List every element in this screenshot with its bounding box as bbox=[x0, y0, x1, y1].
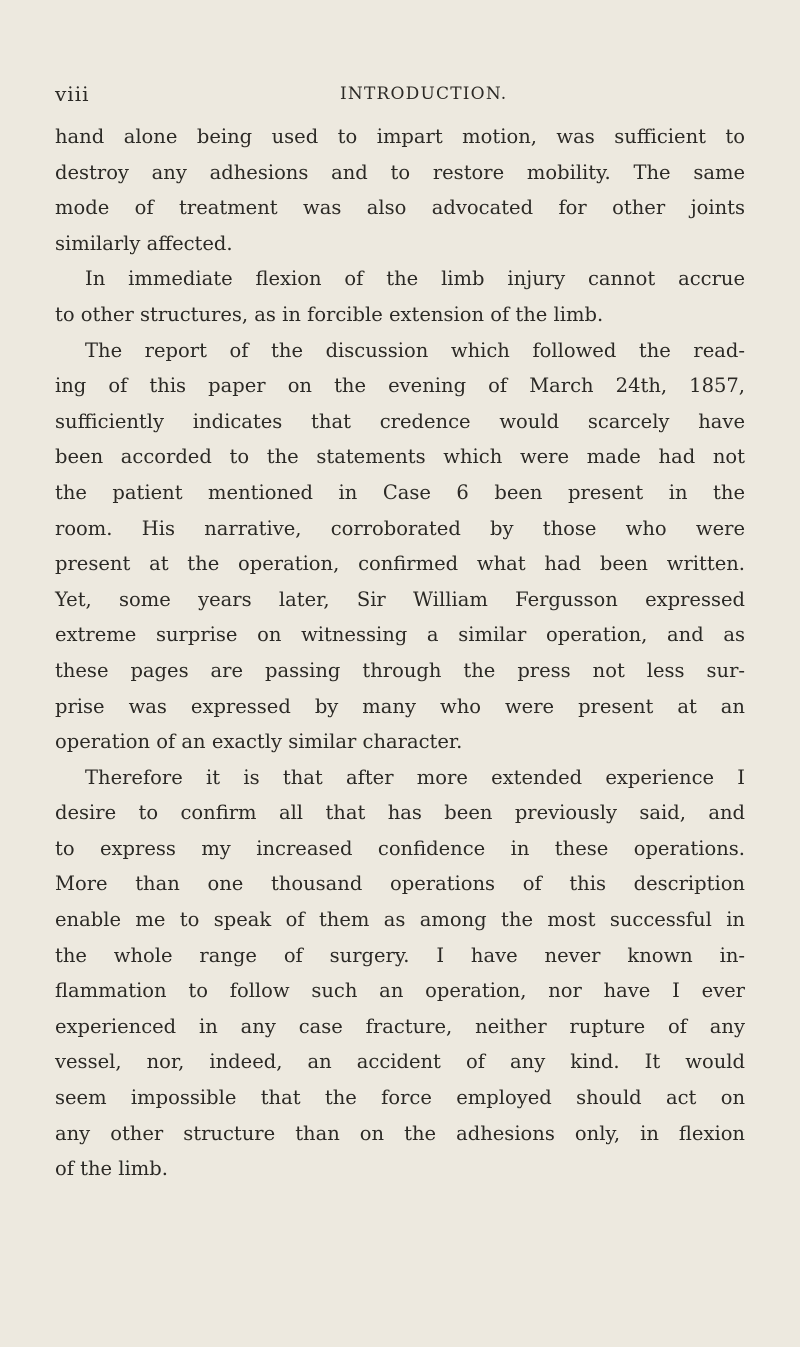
text-line: prise was expressed by many who were present at an bbox=[55, 694, 745, 718]
text-line: Therefore it is that after more extended experience I bbox=[85, 765, 745, 789]
text-line: room. His narrative, corroborated by those who were bbox=[55, 516, 745, 540]
running-title: INTRODUCTION. bbox=[340, 84, 508, 104]
text-line: the whole range of surgery. I have never known in- bbox=[55, 943, 745, 967]
text-line: Yet, some years later, Sir William Fergusson expressed bbox=[55, 587, 745, 611]
text-line: mode of treatment was also advocated for other joints bbox=[55, 196, 745, 220]
text-line: of the limb. bbox=[55, 1157, 168, 1181]
text-line: extreme surprise on witnessing a similar operation, and as bbox=[55, 623, 745, 647]
text-line: hand alone being used to impart motion, was sufficient to bbox=[55, 125, 745, 148]
text-line: vessel, nor, indeed, an accident of any kind. It would bbox=[55, 1050, 745, 1074]
text-line: destroy any adhesions and to restore mobility. The same bbox=[55, 160, 745, 184]
page-number: viii bbox=[55, 82, 90, 106]
text-line: enable me to speak of them as among the most successful in bbox=[55, 908, 745, 932]
text-line: seem impossible that the force employed should act on bbox=[55, 1086, 745, 1110]
text-line: More than one thousand operations of this description bbox=[55, 872, 745, 896]
text-line: experienced in any case fracture, neither rupture of any bbox=[55, 1014, 745, 1038]
text-line: operation of an exactly similar character. bbox=[55, 730, 463, 754]
text-line: to express my increased confidence in these operations. bbox=[55, 836, 745, 860]
text-line: sufficiently indicates that credence would scarcely have bbox=[55, 409, 745, 433]
text-line: been accorded to the statements which were made had not bbox=[55, 445, 745, 469]
text-line: desire to confirm all that has been previously said, and bbox=[55, 801, 745, 825]
text-line: similarly affected. bbox=[55, 231, 233, 255]
text-line: any other structure than on the adhesions only, in flexion bbox=[55, 1121, 745, 1145]
text-line: to other structures, as in forcible extension of the limb. bbox=[55, 302, 604, 326]
text-line: In immediate flexion of the limb injury cannot accrue bbox=[85, 267, 745, 291]
running-head bbox=[55, 82, 745, 112]
text-line: flammation to follow such an operation, nor have I ever bbox=[55, 979, 745, 1003]
text-line: present at the operation, confirmed what had been written. bbox=[55, 552, 745, 576]
text-line: ing of this paper on the evening of March 24th, 1857, bbox=[55, 374, 745, 398]
text-line: the patient mentioned in Case 6 been present in the bbox=[55, 480, 745, 504]
text-line: The report of the discussion which followed the read- bbox=[85, 338, 745, 362]
body-text bbox=[55, 119, 745, 1187]
text-line: these pages are passing through the press not less sur- bbox=[55, 658, 745, 682]
